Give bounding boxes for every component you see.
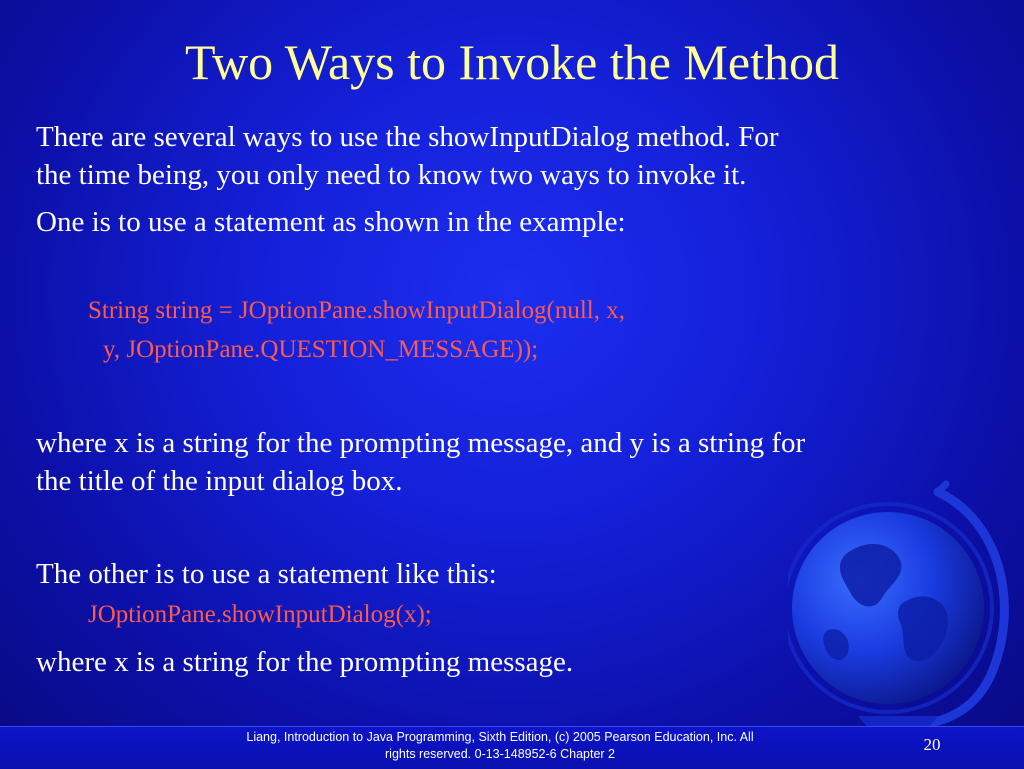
code-example-1-line-1: String string = JOptionPane.showInputDialog(null, x, (88, 297, 625, 324)
where-x-line-2: the title of the input dialog box. (36, 465, 403, 497)
intro-line-2: the time being, you only need to know two ways to invoke it. (36, 159, 747, 191)
copyright-line-1: Liang, Introduction to Java Programming, Sixth Edition, (c) 2005 Pearson Education, Inc. All (246, 730, 754, 744)
code-example-2: JOptionPane.showInputDialog(x); (88, 601, 432, 628)
copyright-note (200, 729, 800, 763)
intro-line-1: There are several ways to use the showInputDialog method. For (36, 121, 779, 153)
where-x-line-1: where x is a string for the prompting message, and y is a string for (36, 427, 806, 459)
page-number: 20 (923, 735, 941, 754)
other-is-text: The other is to use a statement like this: (36, 558, 497, 590)
where-x-prompt-text: where x is a string for the prompting message. (36, 646, 574, 678)
slide-title: Two Ways to Invoke the Method (185, 34, 839, 90)
one-is-text: One is to use a statement as shown in the example: (36, 206, 626, 238)
footer-bar (0, 726, 1024, 769)
copyright-line-2: rights reserved. 0-13-148952-6 Chapter 2 (385, 747, 615, 761)
code-example-1-line-2: y, JOptionPane.QUESTION_MESSAGE)); (103, 336, 539, 363)
globe-icon (788, 480, 1024, 730)
